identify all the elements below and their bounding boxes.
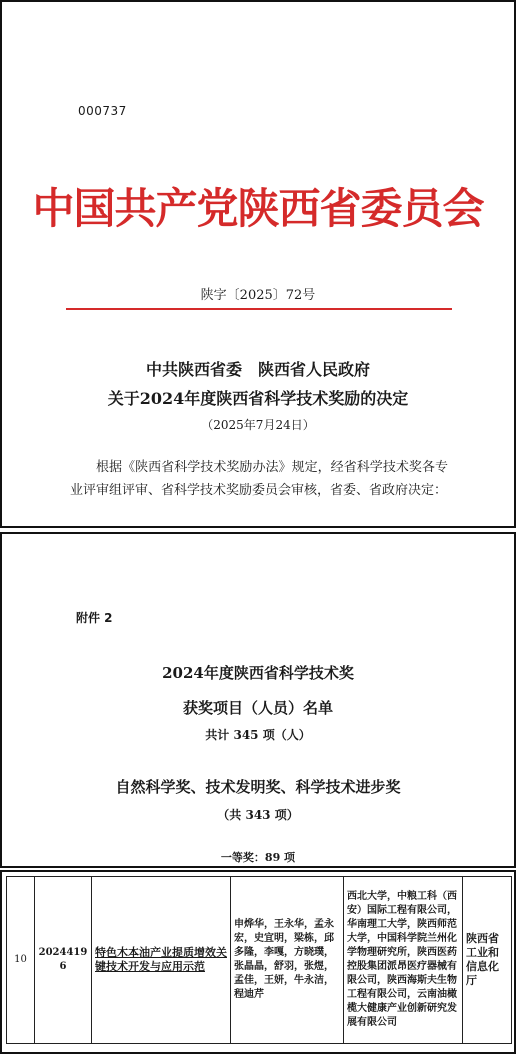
award-tier: 一等奖：89 项: [220, 851, 296, 864]
decision-body: 根据《陕西省科学技术奖励办法》规定，经省科学技术奖各专业评审组评审、省科学技术奖励委员会审核，省委、省政府决定：: [70, 460, 448, 498]
project-id: 20244196: [35, 877, 92, 1044]
list-title-line-1: 2024年度陕西省科学技术奖: [162, 664, 354, 682]
project-units: 西北大学，中粮工科（西安）国际工程有限公司，华南理工大学，陕西师范大学，中国科学院兰州化学物理研究所，陕西医药控股集团派昂医疗器械有限公司，陕西海斯夫生物工程有限公司，云南油橄榄大健康产业创新研究发展有限公司: [344, 877, 463, 1044]
table-row: [7, 877, 512, 1044]
list-total: 共计 345 项（人）: [205, 728, 311, 742]
document-id: 000737: [78, 104, 127, 118]
award-category: 自然科学奖、技术发明奖、科学技术进步奖: [115, 778, 401, 796]
award-table: [6, 876, 512, 1044]
decision-title-line-1: 中共陕西省委 陕西省人民政府: [145, 360, 370, 379]
decision-title-line-2: 关于2024年度陕西省科学技术奖励的决定: [107, 389, 409, 408]
project-name-text: 特色木本油产业提质增效关键技术开发与应用示范: [95, 946, 227, 973]
project-people: 申烨华，王永华，孟永宏，史宜明，梁栋，邱多隆，李嘎，方晓璞，张晶晶，舒羽，张煜，孟佳，王妍，牛永洁，程迪芹: [231, 877, 344, 1044]
red-header-title: 中国共产党陕西省委员会: [32, 184, 484, 233]
recommending-unit: 陕西省工业和信息化厅: [463, 877, 512, 1044]
list-title-line-2: 获奖项目（人员）名单: [182, 699, 333, 717]
red-divider: [66, 308, 452, 310]
award-category-total: （共 343 项）: [217, 808, 299, 822]
project-name: [92, 877, 231, 1044]
page-divider: [0, 866, 516, 868]
row-number: 10: [7, 877, 35, 1044]
attachment-label: 附件 2: [76, 611, 113, 625]
document-number: 陕字〔2025〕72号: [200, 288, 316, 303]
decision-date: （2025年7月24日）: [201, 418, 315, 432]
